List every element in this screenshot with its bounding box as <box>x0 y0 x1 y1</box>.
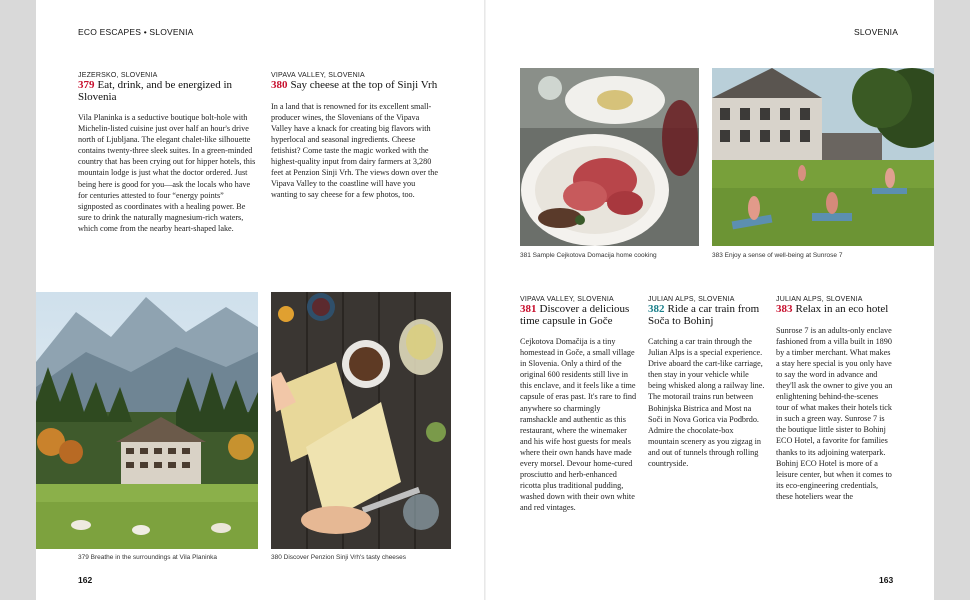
entry-382 <box>648 296 765 469</box>
entry-number: 379 <box>78 79 95 91</box>
entry-title <box>520 304 637 327</box>
caption-383: 383 Enjoy a sense of well-being at Sunrose 7 <box>712 252 843 259</box>
entry-title-text: Say cheese at the top of Sinji Vrh <box>290 79 438 91</box>
entry-title-text: Relax in an eco hotel <box>795 303 889 315</box>
entry-body: Catching a car train through the Julian Alps is a special experience. Drive aboard the cart-like carriage, then stay in your vehicle while being whisked along a railway line. The motorail trains run between Bohinjska Bistrica and Most na Soči in Nova Gorica via Podbrdo. Admire the chocolate-box mountain scenery as you zigzag in and out of tunnels through rolling countryside. <box>648 337 765 469</box>
entry-title <box>78 80 258 103</box>
photo-vila-planinka <box>36 292 258 549</box>
entry-379 <box>78 72 258 234</box>
entry-location: VIPAVA VALLEY, SLOVENIA <box>271 72 365 79</box>
entry-location: VIPAVA VALLEY, SLOVENIA <box>520 296 614 303</box>
entry-body: In a land that is renowned for its excellent small-producer wines, the Slovenians of the Vipava Valley have a knack for creating big flavors with hyperlocal and seasonal ingredients. Cheese fetishist? Come taste the magic worked with the highest-quality input from dairy farmers at 3,280 feet at Penzion Sinji Vrh. The views down over the Vipava Valley to the coastline will have you wanting to say cheese for a few photos, too. <box>271 101 439 200</box>
caption-379: 379 Breathe in the surroundings at Vila Planinka <box>78 554 218 561</box>
entry-location: JEZERSKO, SLOVENIA <box>78 72 158 79</box>
entry-number: 382 <box>648 303 665 315</box>
entry-title-text: Eat, drink, and be energized in Slovenia <box>78 79 232 103</box>
entry-body: Vila Planinka is a seductive boutique bolt-hole with Michelin-listed cuisine just over half an hour's drive north of Ljubljana. The elegant chalet-like silhouette contains twenty-three sleek suites. In a green-minded country that has been crying out for hipper hotels, this mountain lodge is just what the doctor ordered. Just being here is good for you—ask the locals who have for centuries attested to four “energy points” signposted as coordinates with a healing power. Be sure to drink the naturally magnesium-rich waters, which come from the nearby heart-shaped lake. <box>78 113 256 233</box>
entry-title-text: Ride a car train from Soča to Bohinj <box>648 303 760 327</box>
entry-title <box>648 304 765 327</box>
entry-380 <box>271 72 439 200</box>
entry-title-text: Discover a delicious time capsule in Goče <box>520 303 630 327</box>
photo-sunrose-yoga <box>712 68 934 246</box>
caption-380: 380 Discover Penzion Sinji Vrh's tasty cheeses <box>271 554 407 561</box>
book-gutter <box>484 0 486 600</box>
left-page-number: 162 <box>78 575 93 585</box>
entry-number: 381 <box>520 303 537 315</box>
entry-location: JULIAN ALPS, SLOVENIA <box>648 296 735 303</box>
entry-title <box>271 80 439 92</box>
right-page-number: 163 <box>879 575 894 585</box>
left-running-head: ECO ESCAPES • SLOVENIA <box>78 27 194 37</box>
entry-number: 380 <box>271 79 288 91</box>
entry-383 <box>776 296 893 541</box>
right-running-head: SLOVENIA <box>854 27 899 37</box>
photo-sinji-vrh-cheese <box>271 292 451 549</box>
entry-body: Sunrose 7 is an adults-only enclave fashioned from a villa built in 1890 by a timber merchant. What makes a stay here special is you only have to say the word in advance and they'll ask the owner to give you an enlightening behind-the-scenes tour of what makes their hotels tick in such a green way. Sunrose 7 is the boutique little sister to Bohinj ECO Hotel, a favorite for families thanks to its adjoining waterpark. Bohinj ECO Hotel is more of a leisure center, but when it comes to its eco-engineering credentials, these hoteliers wear the <box>776 325 893 501</box>
entry-number: 383 <box>776 303 793 315</box>
entry-location: JULIAN ALPS, SLOVENIA <box>776 296 863 303</box>
entry-title <box>776 304 893 316</box>
photo-cejkotova-food <box>520 68 699 246</box>
entry-381 <box>520 296 637 514</box>
entry-body: Cejkotova Domačija is a tiny homestead in Goče, a small village in Slovenia. Only a third of the original 600 residents still live in this enclave, and it feels like a time capsule of eras past. It's rare to find anywhere so charmingly ramshackle and authentic as this restaurant, where the winemaker and his wife host guests for meals where their own hands have made every morsel. Devour home-cured prosciutto and herb-enhanced ricotta plus traditional pudding, washed down with their own white and red vintages. <box>520 337 637 513</box>
caption-381: 381 Sample Cejkotova Domacija home cooking <box>520 252 657 259</box>
